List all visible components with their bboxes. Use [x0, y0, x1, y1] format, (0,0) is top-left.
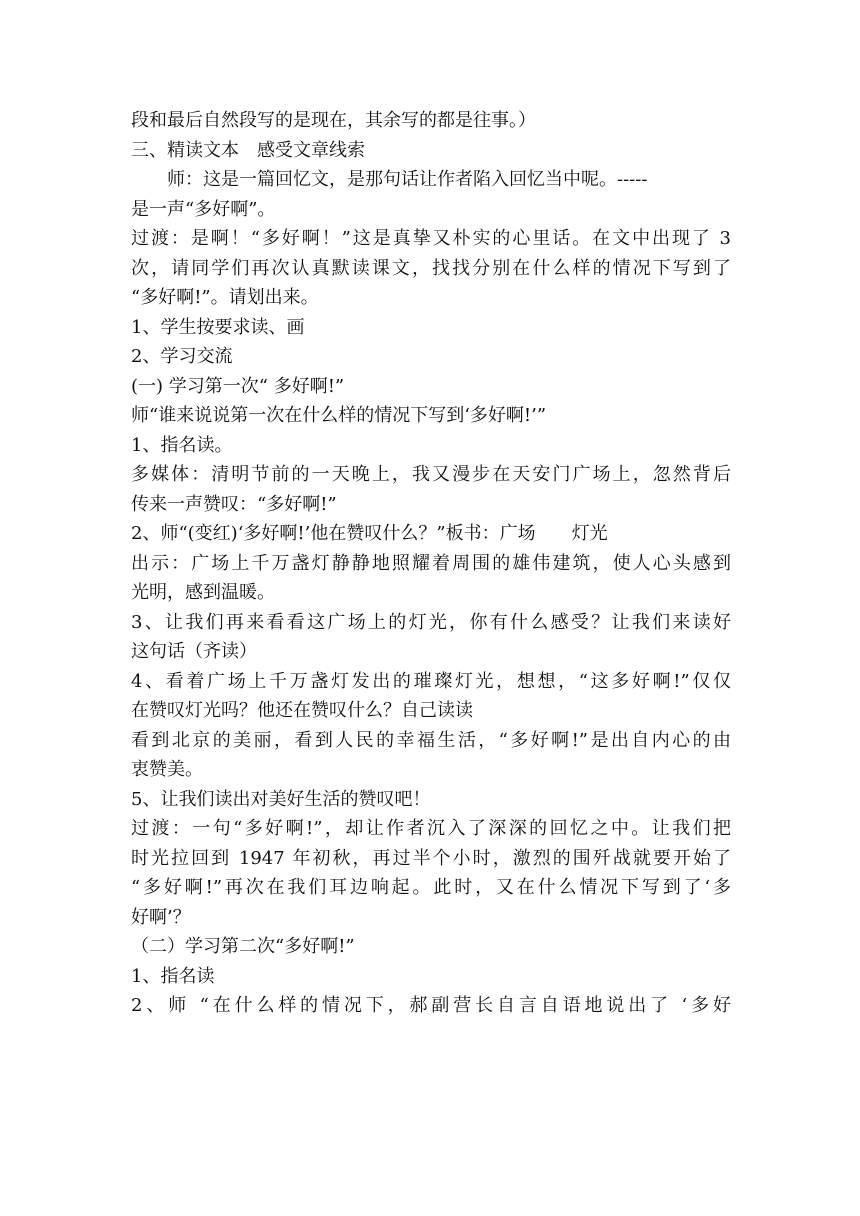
text-line: 1、指名读 [131, 965, 215, 987]
text-line: 师：这是一篇回忆文，是那句话让作者陷入回忆当中呢。----- [167, 169, 648, 190]
text-line: 多媒体：清明节前的一天晚上，我又漫步在天安门广场上，忽然背后 [131, 464, 731, 485]
text-line: 师“谁来说说第一次在什么样的情况下写到‘多好啊!’” [131, 405, 547, 426]
text-line: 这句话（齐读） [131, 641, 257, 662]
text-line: 段和最后自然段写的是现在，其余写的都是往事。） [131, 110, 536, 131]
text-line: 时光拉回到 1947 年初秋，再过半个小时，激烈的围歼战就要开始了 [131, 847, 731, 869]
text-line: 过渡：是啊！“多好啊！”这是真挚又朴实的心里话。在文中出现了 3 [131, 228, 731, 249]
text-line: 2、学习交流 [131, 346, 233, 367]
text-line: 过渡：一句“多好啊!”，却让作者沉入了深深的回忆之中。让我们把 [131, 818, 731, 839]
subsection-heading: （二）学习第二次“多好啊!” [131, 936, 355, 957]
text-line: “多好啊!”再次在我们耳边响起。此时，又在什么情况下写到了‘多 [131, 877, 731, 898]
text-line: 次，请同学们再次认真默读课文，找找分别在什么样的情况下写到了 [131, 257, 731, 279]
text-line: 3、让我们再来看看这广场上的灯光，你有什么感受？让我们来读好 [131, 611, 731, 633]
text-line: 2、师 “在什么样的情况下，郝副营长自言自语地说出了 ‘多好 [131, 995, 731, 1016]
text-line: 出示：广场上千万盏灯静静地照耀着周围的雄伟建筑，使人心头感到 [131, 552, 731, 574]
subsection-heading: (一) 学习第一次“ 多好啊!” [131, 375, 345, 397]
text-line: 是一声“多好啊”。 [131, 198, 276, 220]
text-line: 在赞叹灯光吗？他还在赞叹什么？自己读读 [131, 700, 473, 721]
text-line: 传来一声赞叹：“多好啊!” [131, 493, 337, 515]
text-line: 2、师“(变红)‘多好啊!’他在赞叹什么？”板书：广场 灯光 [131, 523, 608, 544]
text-line: 1、指名读。 [131, 434, 233, 456]
document-body [131, 106, 731, 1021]
text-line: 衷赞美。 [131, 759, 203, 780]
text-line: 4、看着广场上千万盏灯发出的璀璨灯光，想想，“这多好啊!”仅仅 [131, 670, 731, 692]
text-line: 光明，感到温暖。 [131, 582, 275, 603]
text-line: 看到北京的美丽，看到人民的幸福生活，“多好啊!”是出自内心的由 [131, 729, 731, 751]
text-line: 好啊’？ [131, 906, 191, 928]
text-line: 1、学生按要求读、画 [131, 316, 305, 338]
section-heading: 三、精读文本 感受文章线索 [131, 139, 365, 161]
text-line: 5、让我们读出对美好生活的赞叹吧！ [131, 788, 431, 810]
text-line: “多好啊!”。请划出来。 [131, 287, 319, 308]
